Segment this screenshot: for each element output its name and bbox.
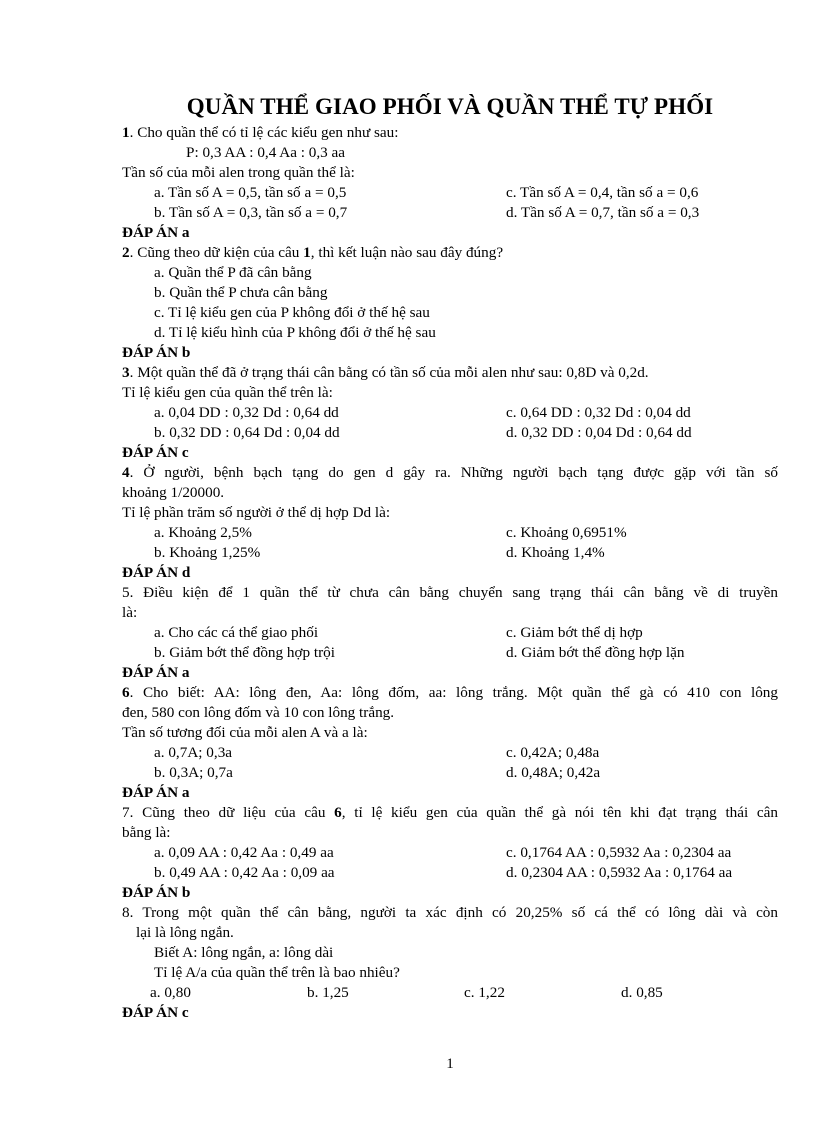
page-title: QUẦN THỂ GIAO PHỐI VÀ QUẦN THỂ TỰ PHỐI bbox=[186, 94, 714, 119]
options-row bbox=[122, 523, 778, 543]
answer-3: ĐÁP ÁN c bbox=[122, 444, 189, 461]
option-d: d. Giảm bớt thể đồng hợp lặn bbox=[506, 644, 685, 661]
question-3 bbox=[122, 363, 778, 383]
answer-4: ĐÁP ÁN d bbox=[122, 564, 191, 581]
question-8-given: Biết A: lông ngắn, a: lông dài bbox=[154, 944, 334, 961]
question-number: 2 bbox=[122, 244, 130, 261]
option-a: a. 0,80 bbox=[150, 984, 191, 1001]
option-b: b. 0,32 DD : 0,64 Dd : 0,04 dd bbox=[154, 424, 340, 441]
option-d: d. Tỉ lệ kiểu hình của P không đổi ở thế hệ sau bbox=[154, 324, 436, 341]
page-number: 1 bbox=[446, 1056, 454, 1072]
options-row bbox=[122, 623, 778, 643]
question-number: 6 bbox=[122, 684, 130, 701]
options-row bbox=[122, 763, 778, 783]
option-d: d. Khoảng 1,4% bbox=[506, 544, 605, 561]
question-text: . Cũng theo dữ kiện của câu bbox=[129, 244, 304, 261]
options-row bbox=[122, 203, 778, 223]
options-row bbox=[122, 423, 778, 443]
option-c: c. 1,22 bbox=[464, 984, 505, 1001]
question-8-cont: lại là lông ngắn. bbox=[136, 924, 234, 941]
option-b: b. 0,49 AA : 0,42 Aa : 0,09 aa bbox=[154, 864, 335, 881]
option-a: a. Quần thể P đã cân bằng bbox=[154, 264, 312, 281]
question-7-cont: bằng là: bbox=[122, 824, 171, 841]
option-d: d. 0,85 bbox=[621, 984, 663, 1001]
option-c: c. 0,1764 AA : 0,5932 Aa : 0,2304 aa bbox=[506, 844, 732, 861]
option-b: b. 1,25 bbox=[307, 984, 349, 1001]
options-row bbox=[122, 403, 778, 423]
question-number: 1 bbox=[122, 124, 130, 141]
question-7 bbox=[122, 803, 778, 823]
question-reference: 1 bbox=[303, 244, 311, 261]
answer-7: ĐÁP ÁN b bbox=[122, 884, 191, 901]
question-list bbox=[122, 123, 778, 1023]
question-number: 3 bbox=[122, 364, 130, 381]
option-a: a. 0,09 AA : 0,42 Aa : 0,49 aa bbox=[154, 844, 334, 861]
options-row bbox=[122, 863, 778, 883]
question-4-cont: khoảng 1/20000. bbox=[122, 484, 225, 501]
question-5-cont: là: bbox=[122, 604, 138, 621]
option-b: b. Khoảng 1,25% bbox=[154, 544, 261, 561]
question-6 bbox=[122, 683, 778, 703]
question-text: , tỉ lệ kiểu gen của quần thể gà nói tên khi đạt trạng thái cân bbox=[341, 804, 778, 821]
question-number: 4 bbox=[122, 464, 130, 481]
answer-6: ĐÁP ÁN a bbox=[122, 784, 190, 801]
question-8: 8. Trong một quần thể cân bằng, người ta xác định có 20,25% số cá thể có lông dài và còn bbox=[122, 904, 778, 921]
options-row bbox=[122, 643, 778, 663]
question-8-ask: Tỉ lệ A/a của quần thể trên là bao nhiêu? bbox=[154, 964, 400, 981]
question-5: 5. Điều kiện để 1 quần thể từ chưa cân bằng chuyển sang trạng thái cân bằng về di truyền bbox=[122, 584, 778, 601]
question-6-ask: Tần số tương đối của mỗi alen A và a là: bbox=[122, 724, 368, 741]
question-1-ask: Tần số của mỗi alen trong quần thể là: bbox=[122, 164, 355, 181]
option-a: a. 0,04 DD : 0,32 Dd : 0,64 dd bbox=[154, 404, 339, 421]
option-d: d. 0,2304 AA : 0,5932 Aa : 0,1764 aa bbox=[506, 864, 733, 881]
question-1 bbox=[122, 123, 778, 143]
option-c: c. Tần số A = 0,4, tần số a = 0,6 bbox=[506, 184, 699, 201]
options-row bbox=[122, 543, 778, 563]
option-d: d. 0,32 DD : 0,04 Dd : 0,64 dd bbox=[506, 424, 692, 441]
options-row bbox=[122, 983, 778, 1003]
question-2 bbox=[122, 243, 778, 263]
question-3-ask: Tỉ lệ kiểu gen của quần thể trên là: bbox=[122, 384, 333, 401]
option-a: a. Cho các cá thể giao phối bbox=[154, 624, 319, 641]
option-a: a. Tần số A = 0,5, tần số a = 0,5 bbox=[154, 184, 347, 201]
question-text: 7. Cũng theo dữ liệu của câu bbox=[122, 804, 335, 821]
answer-5: ĐÁP ÁN a bbox=[122, 664, 190, 681]
question-1-population: P: 0,3 AA : 0,4 Aa : 0,3 aa bbox=[186, 144, 346, 161]
option-a: a. Khoảng 2,5% bbox=[154, 524, 252, 541]
question-reference: 6 bbox=[334, 804, 342, 821]
question-text: , thì kết luận nào sau đây đúng? bbox=[310, 244, 504, 261]
option-d: d. Tần số A = 0,7, tần số a = 0,3 bbox=[506, 204, 700, 221]
answer-1: ĐÁP ÁN a bbox=[122, 224, 190, 241]
option-c: c. 0,64 DD : 0,32 Dd : 0,04 dd bbox=[506, 404, 691, 421]
question-text: . Ở người, bệnh bạch tạng do gen d gây ra. Những người bạch tạng được gặp với tần số bbox=[129, 464, 778, 481]
option-a: a. 0,7A; 0,3a bbox=[154, 744, 233, 761]
answer-2: ĐÁP ÁN b bbox=[122, 344, 191, 361]
option-c: c. Tỉ lệ kiểu gen của P không đổi ở thế hệ sau bbox=[154, 304, 430, 321]
question-6-cont: đen, 580 con lông đốm và 10 con lông trắng. bbox=[122, 704, 395, 721]
question-text: . Cho quần thể có tỉ lệ các kiểu gen như sau: bbox=[129, 124, 399, 141]
option-c: c. Khoảng 0,6951% bbox=[506, 524, 627, 541]
option-c: c. 0,42A; 0,48a bbox=[506, 744, 600, 761]
options-row bbox=[122, 843, 778, 863]
question-text: . Một quần thể đã ở trạng thái cân bằng có tần số của mỗi alen như sau: 0,8D và 0,2d. bbox=[129, 364, 649, 381]
options-row bbox=[122, 743, 778, 763]
answer-8: ĐÁP ÁN c bbox=[122, 1004, 189, 1021]
options-row bbox=[122, 183, 778, 203]
option-b: b. Giảm bớt thể đồng hợp trội bbox=[154, 644, 335, 661]
option-d: d. 0,48A; 0,42a bbox=[506, 764, 601, 781]
option-b: b. Tần số A = 0,3, tần số a = 0,7 bbox=[154, 204, 348, 221]
question-4-ask: Tỉ lệ phần trăm số người ở thể dị hợp Dd là: bbox=[122, 504, 391, 521]
question-4 bbox=[122, 463, 778, 483]
question-text: . Cho biết: AA: lông đen, Aa: lông đốm, aa: lông trắng. Một quần thể gà có 410 con lông bbox=[129, 684, 778, 701]
option-b: b. 0,3A; 0,7a bbox=[154, 764, 233, 781]
option-b: b. Quần thể P chưa cân bằng bbox=[154, 284, 328, 301]
option-c: c. Giảm bớt thể dị hợp bbox=[506, 624, 643, 641]
